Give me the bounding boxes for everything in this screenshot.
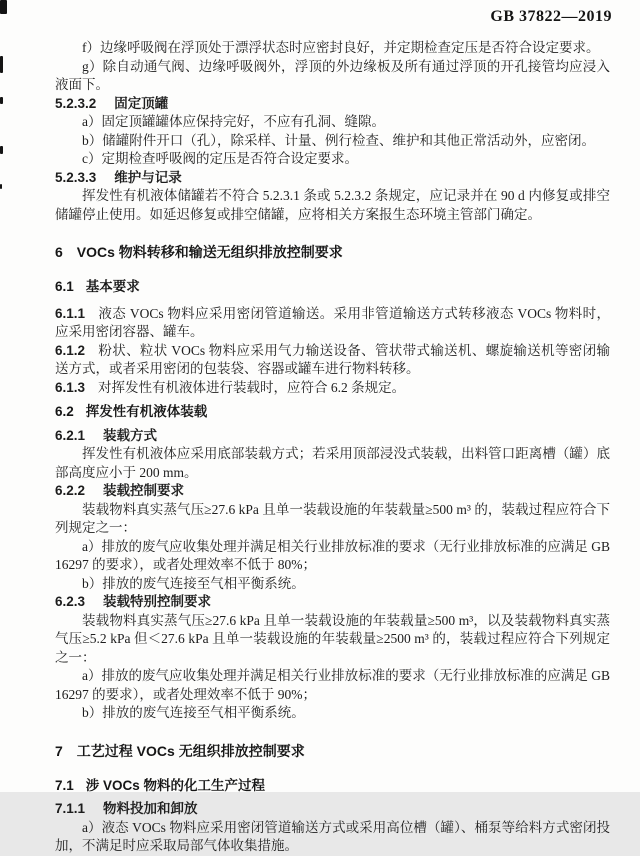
- clause-number: 5.2.3.2: [55, 95, 97, 111]
- clause-head-5.2.3.3: [55, 169, 610, 188]
- heading-title: 装载方式: [103, 427, 158, 443]
- paragraph-20: b）排放的废气连接至气相平衡系统。: [82, 575, 305, 591]
- paragraph-22: 装载物料真实蒸气压≥27.6 kPa 且单一装载设施的年装载量≥500 m³，以及装载物料真实蒸气压≥5.2 kPa 但＜27.6 kPa 且单一装载设施的年装载量≥2500 m³ 的，装载过程应符合下列规定之一：: [55, 612, 610, 665]
- scan-artifact: [0, 0, 7, 14]
- clause-number: 5.2.3.3: [55, 169, 97, 185]
- subsection-7.1: [55, 777, 610, 796]
- paragraph-24: b）排放的废气连接至气相平衡系统。: [82, 705, 305, 720]
- heading-title: 物料投加和卸放: [103, 801, 198, 816]
- subsection-6.2: [55, 403, 610, 422]
- scan-artifact: [0, 97, 3, 104]
- clause-number: 6.2.1: [55, 427, 86, 443]
- clause-number: 6.2: [55, 404, 74, 419]
- subsection-6.1: [55, 278, 610, 297]
- paragraph-16: 挥发性有机液体应采用底部装载方式；若采用顶部浸没式装载，出料管口距离槽（罐）底部高度应小于 200 mm。: [55, 446, 610, 480]
- clause-number: 6.1.1: [55, 305, 86, 321]
- clause-text: 粉状、粒状 VOCs 物料应采用气力输送设备、管状带式输送机、螺旋输送机等密闭输送方式，或者采用密闭的包装袋、容器或罐车进行物料转移。: [55, 342, 610, 376]
- clause-number: 6.1.3: [55, 379, 86, 395]
- heading-title: 固定顶罐: [114, 95, 169, 111]
- clause-number: 7.1.1: [55, 801, 86, 816]
- scan-artifact: [0, 184, 2, 189]
- clause-para-6.1.3: [55, 379, 610, 398]
- clause-text: 液态 VOCs 物料应采用密闭管道输送。采用非管道输送方式转移液态 VOCs 物料时，应采用密闭容器、罐车。: [55, 305, 610, 339]
- heading-title: 工艺过程 VOCs 无组织排放控制要求: [76, 742, 305, 759]
- clause-text: 对挥发性有机液体进行装载时，应符合 6.2 条规定。: [98, 379, 406, 395]
- clause-number: 6.1.2: [55, 342, 86, 358]
- section-7: [55, 742, 610, 761]
- clause-para-6.1.2: [55, 342, 610, 379]
- scan-artifact: [0, 56, 3, 73]
- heading-title: VOCs 物料转移和输送无组织排放控制要求: [76, 244, 343, 260]
- paragraph-19: a）排放的废气应收集处理并满足相关行业排放标准的要求（无行业排放标准的应满足 GB 16297 的要求），或者处理效率不低于 80%；: [55, 538, 610, 572]
- scan-artifact: [0, 146, 3, 154]
- section-6: [55, 243, 610, 262]
- clause-head-7.1.1: [55, 800, 610, 819]
- clause-number: 6.2.3: [55, 594, 86, 609]
- clause-number: 7.1: [55, 777, 74, 793]
- heading-title: 装载特别控制要求: [103, 594, 212, 609]
- heading-title: 挥发性有机液体装载: [85, 404, 208, 419]
- paragraph-18: 装载物料真实蒸气压≥27.6 kPa 且单一装载设施的年装载量≥500 m³ 的，装载过程应符合下列规定之一：: [55, 501, 610, 535]
- clause-head-6.2.1: [55, 427, 610, 446]
- clause-head-6.2.2: [55, 482, 610, 501]
- heading-title: 涉 VOCs 物料的化工生产过程: [85, 777, 266, 793]
- paragraph-23: a）排放的废气应收集处理并满足相关行业排放标准的要求（无行业排放标准的应满足 GB 16297 的要求），或者处理效率不低于 90%；: [55, 668, 610, 702]
- paragraph-6: c）定期检查呼吸阀的定压是否符合设定要求。: [82, 151, 358, 166]
- clause-head-5.2.3.2: [55, 95, 610, 114]
- paragraph-1: f）边缘呼吸阀在浮顶处于漂浮状态时应密封良好，并定期检查定压是否符合设定要求。: [82, 40, 600, 55]
- heading-title: 维护与记录: [114, 169, 182, 185]
- heading-title: 装载控制要求: [103, 483, 185, 498]
- clause-number: 6.1: [55, 279, 74, 294]
- standard-number-header: GB 37822—2019: [490, 8, 612, 25]
- clause-para-6.1.1: [55, 305, 610, 342]
- clause-number: 6: [55, 244, 63, 260]
- paragraph-5: b）储罐附件开口（孔），除采样、计量、例行检查、维护和其他正常活动外，应密闭。: [82, 132, 595, 148]
- clause-number: 7: [55, 742, 63, 759]
- clipped-paragraph-28: a）液态 VOCs 物料应采用密闭管道输送方式或采用高位槽（罐）、桶泵等给料方式密闭投加，不满足时应采取局部气体收集措施。: [55, 819, 610, 853]
- paragraph-4: a）固定顶罐罐体应保持完好，不应有孔洞、缝隙。: [82, 114, 385, 129]
- heading-title: 基本要求: [85, 279, 140, 294]
- paragraph-2: g）除自动通气阀、边缘呼吸阀外，浮顶的外边缘板及所有通过浮顶的开孔接管均应浸入液面下。: [55, 58, 610, 92]
- paragraph-8: 挥发性有机液体储罐若不符合 5.2.3.1 条或 5.2.3.2 条规定，应记录并在 90 d 内修复或排空储罐停止使用。如延迟修复或排空储罐，应将相关方案报生态环境主管部门确定。: [55, 188, 610, 222]
- clause-head-6.2.3: [55, 593, 610, 612]
- clause-number: 6.2.2: [55, 483, 86, 498]
